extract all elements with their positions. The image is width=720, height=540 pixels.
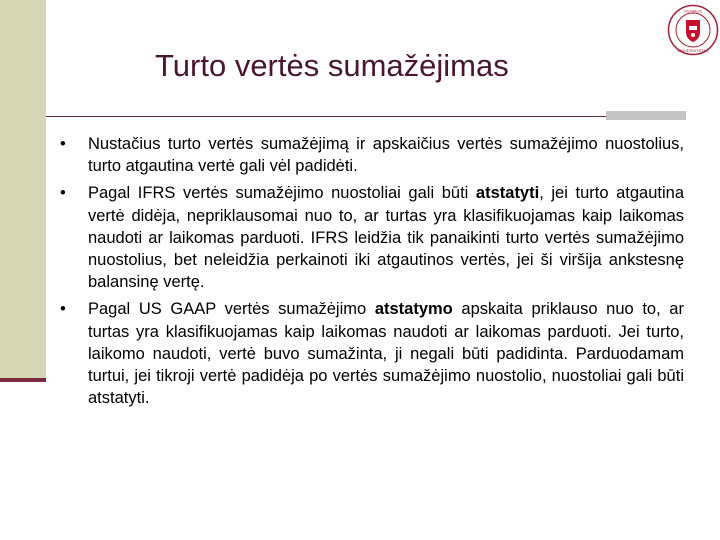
bullet-marker: •	[60, 300, 66, 319]
bullet-text: Pagal US GAAP vertės sumažėjimo	[88, 300, 375, 319]
bullet-marker: •	[60, 135, 66, 153]
seal-text-bottom: UNIVERSITETAS	[677, 48, 709, 53]
bullet-text: Pagal IFRS vertės sumažėjimo nuostoliai gali būti	[88, 184, 476, 203]
bullet-list	[60, 133, 684, 414]
bullet-text: Nustačius turto vertės sumažėjimą ir apskaičius vertės sumažėjimo nuostolius, turto atgautina vertė gali vėl padidėti.	[88, 135, 684, 176]
bullet-text-bold: atstatymo	[374, 300, 453, 319]
bullet-text: , jei turto atgautina vertė didėja, nepriklausomai nuo to, ar turtas yra klasifikuojamas kaip laikomas naudoti ar laikomas parduoti. IFRS leidžia tik panaikinti turto vertės sumažėjimo nuostolius, bet neleidžia perkainoti iki atgautinos vertės, jei ši viršija ankstesnę balansinę vertę.	[88, 184, 684, 292]
bullet-text: apskaita priklauso nuo to, ar turtas yra klasifikuojamas kaip laikomas naudoti ar laikomas parduoti. Jei turto, laikomo naudoti, vertė buvo sumažinta, ji negali būti padidinta. Parduodamam turtui, jei tikroji vertė padidėja po vertės sumažėjimo nuostolio, nuostoliai gali būti atstatyti.	[88, 300, 684, 408]
sidebar-accent-mark	[0, 378, 46, 382]
bullet-item	[60, 133, 684, 177]
bullet-item	[60, 182, 684, 293]
seal-text: VILNIAUS	[683, 8, 703, 14]
sidebar-decoration	[0, 0, 46, 380]
bullet-text-bold: atstatyti	[475, 184, 540, 203]
university-seal-icon	[667, 4, 719, 56]
bullet-item	[60, 298, 684, 409]
title-divider	[46, 116, 606, 117]
title-divider-accent	[606, 111, 686, 120]
slide-title: Turto vertės sumažėjimas	[155, 48, 509, 83]
bullet-marker: •	[60, 184, 66, 203]
